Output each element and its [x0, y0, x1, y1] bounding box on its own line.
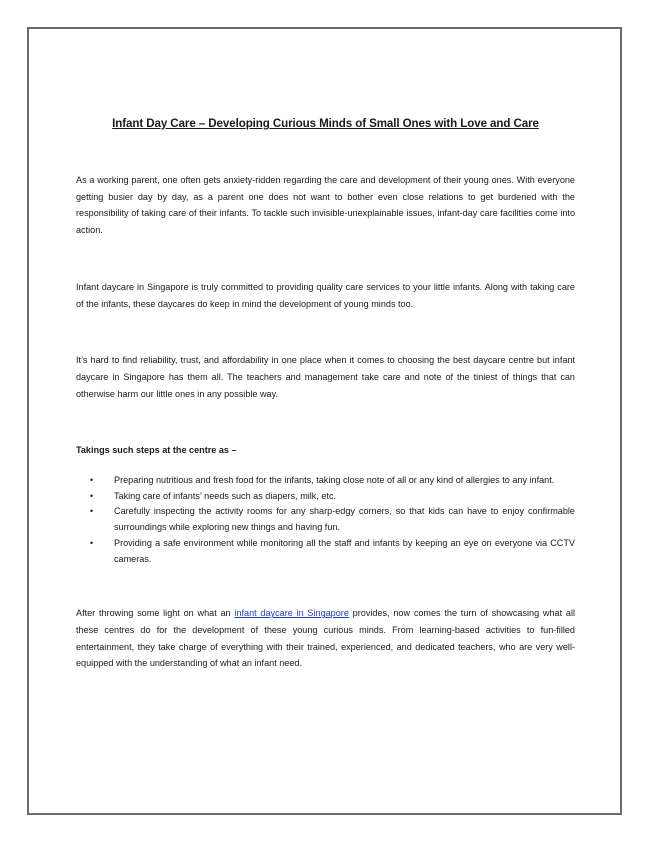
list-item	[76, 536, 575, 567]
document-body	[76, 117, 575, 672]
closing-text-before-link: After throwing some light on what an	[76, 608, 235, 619]
document-title: Infant Day Care – Developing Curious Minds of Small Ones with Love and Care	[112, 117, 539, 130]
steps-heading: Takings such steps at the centre as –	[76, 445, 237, 456]
list-item	[76, 473, 575, 489]
steps-list	[76, 473, 575, 567]
paragraph-closing	[76, 605, 575, 672]
list-item-text: Preparing nutritious and fresh food for the infants, taking close note of all or any kind of allergies to any infant.	[114, 475, 555, 486]
paragraph-intro: As a working parent, one often gets anxiety-ridden regarding the care and development of their young ones. With everyone getting busier day by day, as a parent one does not want to bother even close relations to get burdened with the responsibility of taking care of their infants. To tackle such invisible-unexplainable issues, infant-day care facilities come into action.	[76, 175, 575, 236]
list-item	[76, 489, 575, 505]
infant-daycare-link[interactable]: infant daycare in Singapore	[234, 608, 349, 619]
paragraph-reliability: It’s hard to find reliability, trust, and affordability in one place when it comes to choosing the best daycare centre but infant daycare in Singapore has them all. The teachers and management take care and note of the tiniest of things that can otherwise harm our little ones in any possible way.	[76, 355, 575, 399]
list-item	[76, 504, 575, 535]
bullet-icon: •	[90, 490, 94, 501]
list-item-text: Providing a safe environment while monitoring all the staff and infants by keeping an eye on everyone via CCTV cameras.	[114, 537, 575, 564]
bullet-icon: •	[90, 506, 94, 517]
bullet-icon: •	[90, 537, 94, 548]
list-item-text: Carefully inspecting the activity rooms for any sharp-edgy corners, so that kids can have to enjoy confirmable surroundings while exploring new things and having fun.	[114, 506, 575, 533]
list-item-text: Taking care of infants’ needs such as diapers, milk, etc.	[114, 490, 337, 501]
bullet-icon: •	[90, 475, 94, 486]
paragraph-commitment: Infant daycare in Singapore is truly committed to providing quality care services to your little infants. Along with taking care of the infants, these daycares do keep in mind the development of young minds too.	[76, 281, 575, 309]
closing-text-after-link: provides, now comes the turn of showcasing what all these centres do for the development of these young curious minds. From learning-based activities to fun-filled entertainment, they take charge of everything with their trained, experienced, and dedicated teachers, who are very well-equipped with the understanding of what an infant need.	[76, 608, 575, 669]
